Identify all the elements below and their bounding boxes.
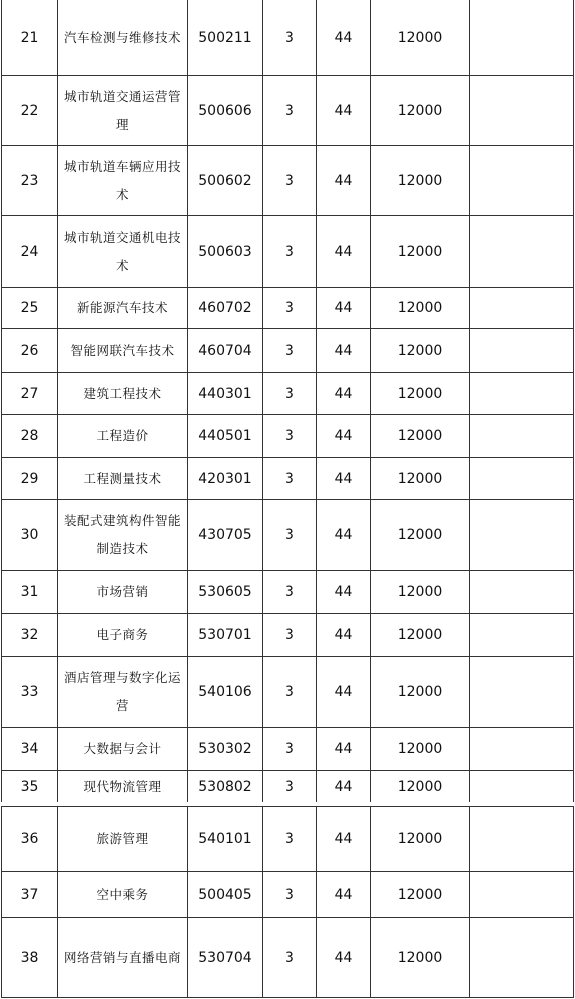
credits-cell: 44: [317, 329, 371, 373]
major-code-cell: 440501: [188, 415, 263, 458]
row-number-cell: 25: [2, 288, 58, 329]
tuition-fee-cell: 12000: [371, 657, 470, 728]
major-name-cell: 汽车检测与维修技术: [58, 0, 188, 76]
major-name-cell: 市场营销: [58, 571, 188, 614]
table-row: [2, 373, 574, 415]
major-name-cell: 酒店管理与数字化运营: [58, 657, 188, 728]
study-years-cell: 3: [263, 918, 317, 998]
tuition-fee-cell: 12000: [371, 807, 470, 872]
remarks-cell: [470, 76, 574, 146]
tuition-fee-cell: 12000: [371, 614, 470, 657]
row-number-cell: 33: [2, 657, 58, 728]
major-name-cell: 新能源汽车技术: [58, 288, 188, 329]
tuition-fee-cell: 12000: [371, 458, 470, 500]
remarks-cell: [470, 728, 574, 771]
credits-cell: 44: [317, 76, 371, 146]
table-row: [2, 288, 574, 329]
tuition-fee-cell: 12000: [371, 288, 470, 329]
credits-cell: 44: [317, 0, 371, 76]
row-number-cell: 21: [2, 0, 58, 76]
table-row: [2, 657, 574, 728]
study-years-cell: 3: [263, 76, 317, 146]
row-number-cell: 36: [2, 807, 58, 872]
remarks-cell: [470, 0, 574, 76]
remarks-cell: [470, 657, 574, 728]
remarks-cell: [470, 146, 574, 216]
study-years-cell: 3: [263, 216, 317, 288]
remarks-cell: [470, 329, 574, 373]
major-code-cell: 500602: [188, 146, 263, 216]
major-name-cell: 城市轨道交通机电技术: [58, 216, 188, 288]
row-number-cell: 30: [2, 500, 58, 571]
table-row: [2, 500, 574, 571]
major-name-cell: 大数据与会计: [58, 728, 188, 771]
row-number-cell: 31: [2, 571, 58, 614]
tuition-fee-cell: 12000: [371, 872, 470, 918]
credits-cell: 44: [317, 614, 371, 657]
remarks-cell: [470, 571, 574, 614]
study-years-cell: 3: [263, 458, 317, 500]
major-code-cell: 540106: [188, 657, 263, 728]
major-code-cell: 500606: [188, 76, 263, 146]
major-code-cell: 440301: [188, 373, 263, 415]
table-row: [2, 918, 574, 998]
tuition-fee-cell: 12000: [371, 728, 470, 771]
major-code-cell: 420301: [188, 458, 263, 500]
major-code-cell: 530302: [188, 728, 263, 771]
major-code-cell: 530704: [188, 918, 263, 998]
major-name-cell: 装配式建筑构件智能制造技术: [58, 500, 188, 571]
major-code-cell: 530605: [188, 571, 263, 614]
table-row: [2, 415, 574, 458]
study-years-cell: 3: [263, 614, 317, 657]
remarks-cell: [470, 216, 574, 288]
tuition-fee-cell: 12000: [371, 500, 470, 571]
major-name-cell: 旅游管理: [58, 807, 188, 872]
major-name-cell: 智能网联汽车技术: [58, 329, 188, 373]
major-code-cell: 530701: [188, 614, 263, 657]
credits-cell: 44: [317, 500, 371, 571]
table-row: [2, 76, 574, 146]
major-name-cell: 工程造价: [58, 415, 188, 458]
credits-cell: 44: [317, 657, 371, 728]
study-years-cell: 3: [263, 771, 317, 804]
credits-cell: 44: [317, 571, 371, 614]
credits-cell: 44: [317, 458, 371, 500]
major-name-cell: 城市轨道交通运营管理: [58, 76, 188, 146]
row-number-cell: 24: [2, 216, 58, 288]
remarks-cell: [470, 918, 574, 998]
table-row: [2, 146, 574, 216]
major-code-cell: 540101: [188, 807, 263, 872]
credits-cell: 44: [317, 807, 371, 872]
table-row: [2, 728, 574, 771]
row-number-cell: 29: [2, 458, 58, 500]
study-years-cell: 3: [263, 415, 317, 458]
study-years-cell: 3: [263, 571, 317, 614]
table-row: [2, 872, 574, 918]
remarks-cell: [470, 373, 574, 415]
study-years-cell: 3: [263, 728, 317, 771]
major-code-cell: 530802: [188, 771, 263, 804]
row-number-cell: 27: [2, 373, 58, 415]
row-number-cell: 35: [2, 771, 58, 804]
major-code-cell: 500405: [188, 872, 263, 918]
major-name-cell: 城市轨道车辆应用技术: [58, 146, 188, 216]
study-years-cell: 3: [263, 500, 317, 571]
tuition-fee-cell: 12000: [371, 771, 470, 804]
study-years-cell: 3: [263, 657, 317, 728]
remarks-cell: [470, 458, 574, 500]
major-code-cell: 460702: [188, 288, 263, 329]
credits-cell: 44: [317, 918, 371, 998]
study-years-cell: 3: [263, 0, 317, 76]
row-number-cell: 23: [2, 146, 58, 216]
major-code-cell: 500603: [188, 216, 263, 288]
table-row: [2, 458, 574, 500]
major-name-cell: 现代物流管理: [58, 771, 188, 804]
remarks-cell: [470, 614, 574, 657]
major-name-cell: 空中乘务: [58, 872, 188, 918]
credits-cell: 44: [317, 216, 371, 288]
row-number-cell: 26: [2, 329, 58, 373]
credits-cell: 44: [317, 415, 371, 458]
table-row: [2, 216, 574, 288]
majors-table-part2: [1, 806, 574, 998]
remarks-cell: [470, 807, 574, 872]
study-years-cell: 3: [263, 373, 317, 415]
major-name-cell: 建筑工程技术: [58, 373, 188, 415]
credits-cell: 44: [317, 771, 371, 804]
major-name-cell: 工程测量技术: [58, 458, 188, 500]
majors-table-part1: [1, 0, 574, 804]
table-row: [2, 807, 574, 872]
study-years-cell: 3: [263, 146, 317, 216]
credits-cell: 44: [317, 146, 371, 216]
remarks-cell: [470, 415, 574, 458]
row-number-cell: 34: [2, 728, 58, 771]
row-number-cell: 38: [2, 918, 58, 998]
row-number-cell: 22: [2, 76, 58, 146]
study-years-cell: 3: [263, 288, 317, 329]
tuition-fee-cell: 12000: [371, 76, 470, 146]
row-number-cell: 32: [2, 614, 58, 657]
remarks-cell: [470, 771, 574, 804]
credits-cell: 44: [317, 373, 371, 415]
remarks-cell: [470, 288, 574, 329]
table-row: [2, 614, 574, 657]
major-code-cell: 500211: [188, 0, 263, 76]
credits-cell: 44: [317, 728, 371, 771]
remarks-cell: [470, 872, 574, 918]
tuition-fee-cell: 12000: [371, 0, 470, 76]
tuition-fee-cell: 12000: [371, 918, 470, 998]
tuition-fee-cell: 12000: [371, 146, 470, 216]
major-code-cell: 430705: [188, 500, 263, 571]
major-name-cell: 网络营销与直播电商: [58, 918, 188, 998]
tuition-fee-cell: 12000: [371, 329, 470, 373]
tuition-fee-cell: 12000: [371, 373, 470, 415]
remarks-cell: [470, 500, 574, 571]
table-row: [2, 771, 574, 804]
tuition-fee-cell: 12000: [371, 415, 470, 458]
table-row: [2, 329, 574, 373]
major-name-cell: 电子商务: [58, 614, 188, 657]
table-row: [2, 571, 574, 614]
credits-cell: 44: [317, 288, 371, 329]
row-number-cell: 28: [2, 415, 58, 458]
study-years-cell: 3: [263, 872, 317, 918]
table-row: [2, 0, 574, 76]
study-years-cell: 3: [263, 329, 317, 373]
tuition-fee-cell: 12000: [371, 571, 470, 614]
credits-cell: 44: [317, 872, 371, 918]
study-years-cell: 3: [263, 807, 317, 872]
tuition-fee-cell: 12000: [371, 216, 470, 288]
row-number-cell: 37: [2, 872, 58, 918]
major-code-cell: 460704: [188, 329, 263, 373]
